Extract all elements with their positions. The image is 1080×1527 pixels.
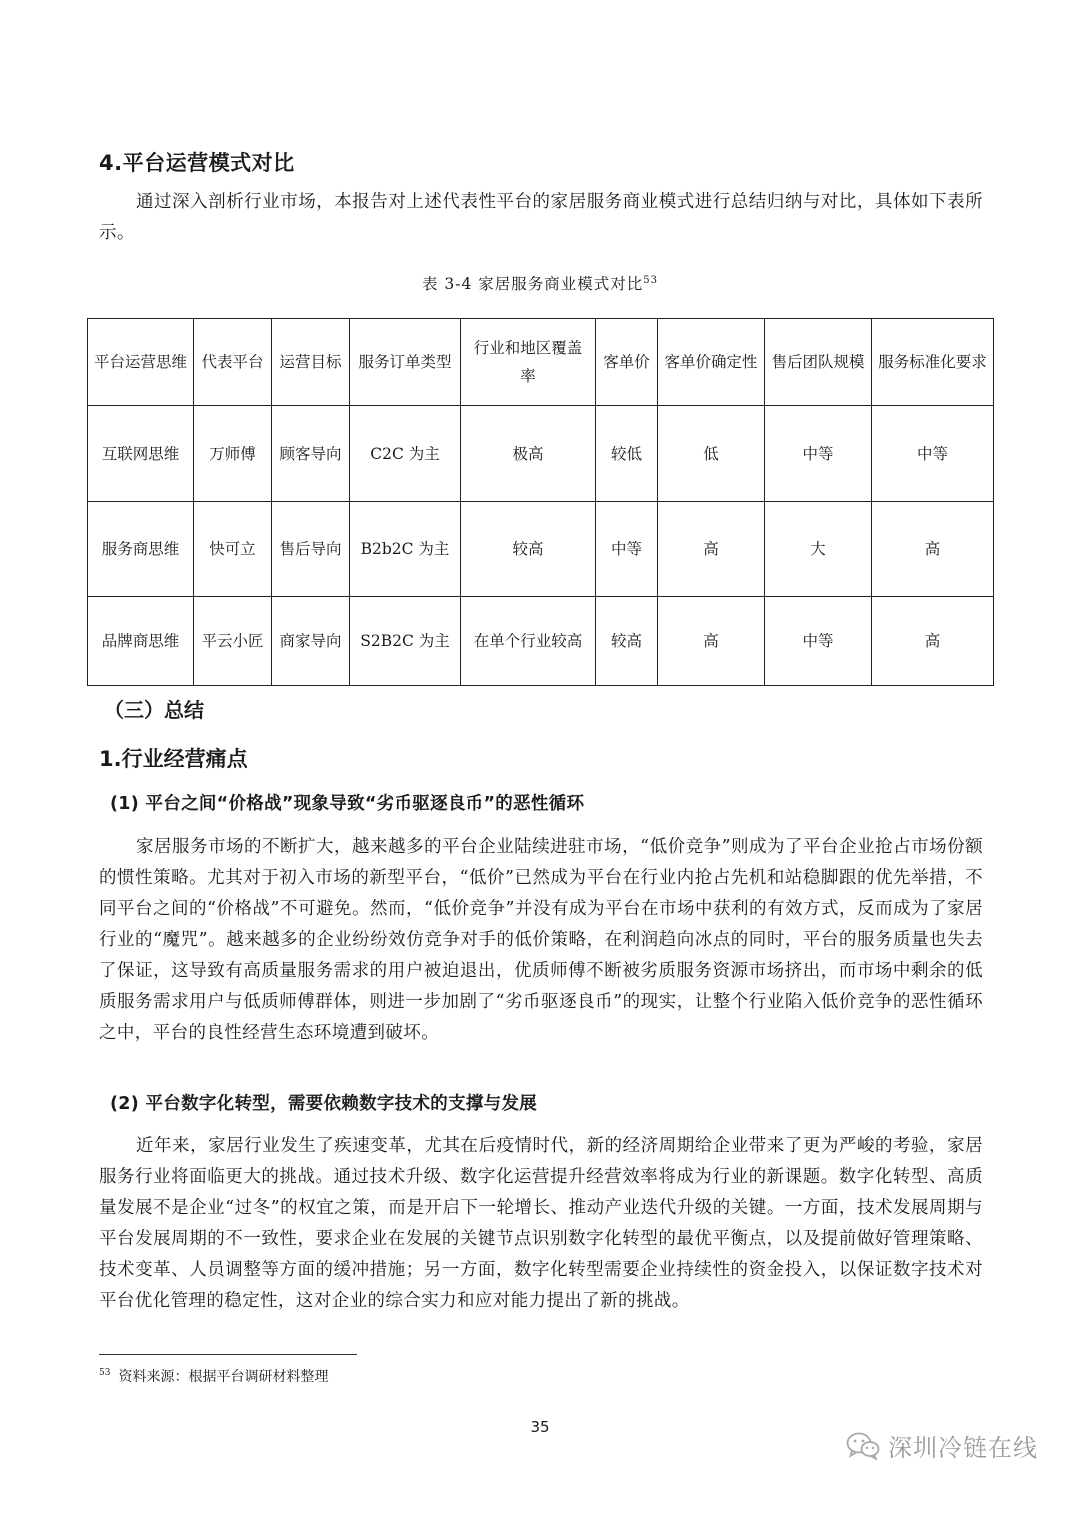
point2-title: (2) 平台数字化转型，需要依赖数字技术的支撑与发展 <box>110 1094 538 1114</box>
table-cell: 万师傅 <box>194 406 272 502</box>
point1-title: (1) 平台之间“价格战”现象导致“劣币驱逐良币”的恶性循环 <box>110 794 585 814</box>
table-cell: 平云小匠 <box>194 597 272 686</box>
table-cell: 在单个行业较高 <box>461 597 596 686</box>
page-number: 35 <box>530 1418 550 1436</box>
point1-paragraph: 家居服务市场的不断扩大，越来越多的平台企业陆续进驻市场，“低价竞争”则成为了平台企业抢占市场份额的惯性策略。尤其对于初入市场的新型平台，“低价”已然成为平台在行业内抢占先机和站稳脚跟的优先举措，不同平台之间的“价格战”不可避免。然而，“低价竞争”并没有成为平台在市场中获利的有效方式，反而成为了家居行业的“魔咒”。越来越多的企业纷纷效仿竞争对手的低价策略，在利润趋向冰点的同时，平台的服务质量也失去了保证，这导致有高质量服务需求的用户被迫退出，优质师傅不断被劣质服务资源市场挤出，而市场中剩余的低质服务需求用户与低质师傅群体，则进一步加剧了“劣币驱逐良币”的现实，让整个行业陷入低价竞争的恶性循环之中，平台的良性经营生态环境遭到破坏。 <box>99 837 983 1043</box>
section-title: 4.平台运营模式对比 <box>99 151 295 175</box>
table-cell: 高 <box>658 502 765 597</box>
footnote-number: 53 <box>99 1368 111 1379</box>
table-caption-text: 表 3-4 家居服务商业模式对比 <box>421 275 644 293</box>
table-cell: C2C 为主 <box>350 406 461 502</box>
footnote-divider <box>99 1354 357 1355</box>
header-cell: 客单价确定性 <box>658 319 765 406</box>
watermark-text: 深圳冷链在线 <box>888 1434 1038 1462</box>
header-cell: 代表平台 <box>194 319 272 406</box>
table-cell: 中等 <box>765 406 872 502</box>
intro-paragraph: 通过深入剖析行业市场，本报告对上述代表性平台的家居服务商业模式进行总结归纳与对比，具体如下表所示。 <box>99 192 983 243</box>
header-cell: 服务订单类型 <box>350 319 461 406</box>
footnote <box>99 1366 328 1386</box>
comparison-table <box>87 318 994 686</box>
table-cell: 中等 <box>872 406 994 502</box>
table-row <box>88 406 994 502</box>
table-cell: 品牌商思维 <box>88 597 194 686</box>
table-row <box>88 597 994 686</box>
table-cell: 高 <box>658 597 765 686</box>
table-row <box>88 502 994 597</box>
header-cell: 服务标准化要求 <box>872 319 994 406</box>
table-cell: 中等 <box>765 597 872 686</box>
watermark <box>846 1428 1038 1463</box>
table-cell: 较低 <box>596 406 658 502</box>
table-caption-footnote-ref: 53 <box>643 274 659 286</box>
header-cell: 客单价 <box>596 319 658 406</box>
header-cell: 行业和地区覆盖率 <box>461 319 596 406</box>
table-cell: 顾客导向 <box>272 406 350 502</box>
table-cell: 较高 <box>461 502 596 597</box>
table-cell: 售后导向 <box>272 502 350 597</box>
header-cell: 运营目标 <box>272 319 350 406</box>
point2-paragraph: 近年来，家居行业发生了疾速变革，尤其在后疫情时代，新的经济周期给企业带来了更为严峻的考验，家居服务行业将面临更大的挑战。通过技术升级、数字化运营提升经营效率将成为行业的新课题。数字化转型、高质量发展不是企业“过冬”的权宜之策，而是开启下一轮增长、推动产业迭代升级的关键。一方面，技术发展周期与平台发展周期的不一致性，要求企业在发展的关键节点识别数字化转型的最优平衡点，以及提前做好管理策略、技术变革、人员调整等方面的缓冲措施；另一方面，数字化转型需要企业持续性的资金投入，以保证数字技术对平台优化管理的稳定性，这对企业的综合实力和应对能力提出了新的挑战。 <box>99 1136 983 1311</box>
table-cell: B2b2C 为主 <box>350 502 461 597</box>
header-cell: 售后团队规模 <box>765 319 872 406</box>
table-header-row <box>88 319 994 406</box>
table-cell: 较高 <box>596 597 658 686</box>
table-cell: 商家导向 <box>272 597 350 686</box>
table-cell: 快可立 <box>194 502 272 597</box>
table-cell: 高 <box>872 502 994 597</box>
table-cell: 中等 <box>596 502 658 597</box>
footnote-text: 资料来源：根据平台调研材料整理 <box>118 1369 329 1385</box>
table-cell: 低 <box>658 406 765 502</box>
table-caption <box>0 272 1080 294</box>
table-cell: 大 <box>765 502 872 597</box>
header-cell: 平台运营思维 <box>88 319 194 406</box>
table-cell: 高 <box>872 597 994 686</box>
table-cell: 服务商思维 <box>88 502 194 597</box>
table-cell: S2B2C 为主 <box>350 597 461 686</box>
wechat-icon <box>846 1432 880 1460</box>
subsection-title: 1.行业经营痛点 <box>99 747 248 771</box>
summary-title: （三）总结 <box>104 698 204 722</box>
table-cell: 极高 <box>461 406 596 502</box>
table-cell: 互联网思维 <box>88 406 194 502</box>
